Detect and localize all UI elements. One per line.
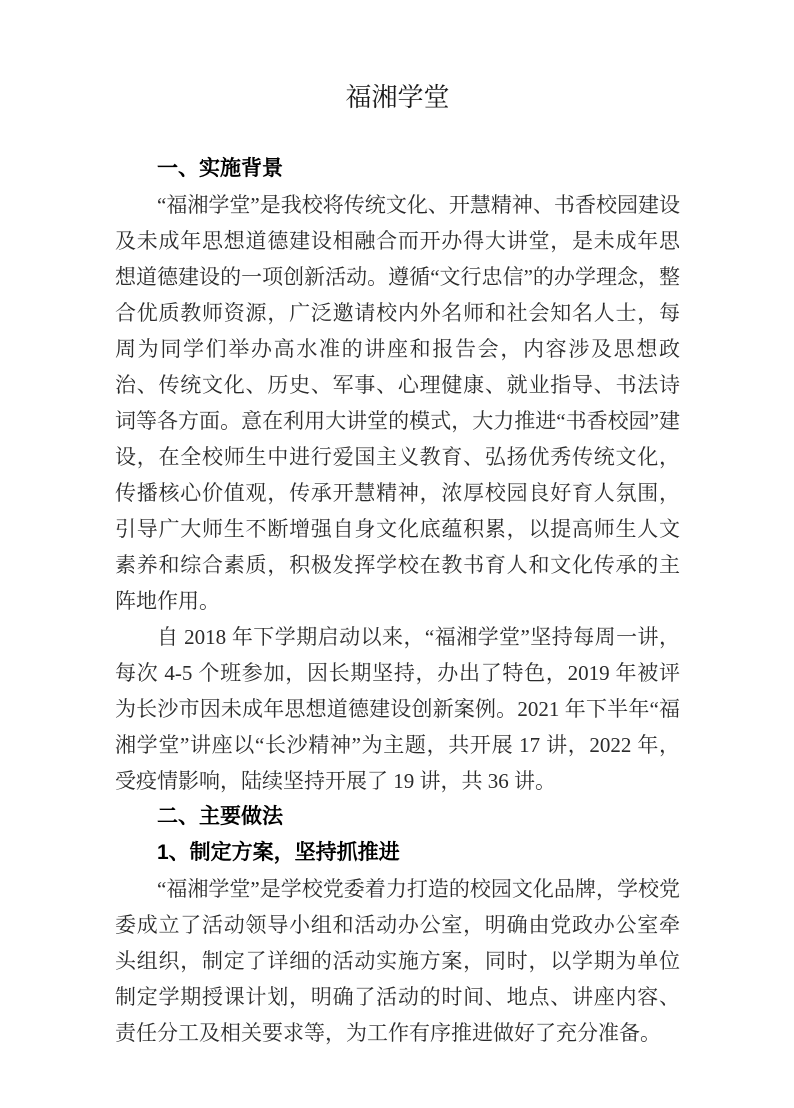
- document-title: 福湘学堂: [345, 83, 450, 112]
- section-heading-implementation-background: 一、实施背景: [157, 157, 283, 180]
- paragraph-history-statistics: 自 2018 年下学期启动以来，“福湘学堂”坚持每周一讲，每次 4-5 个班参加，因长期坚持，办出了特色，2019 年被评为长沙市因未成年思想道德建设创新案例。2021 年下半年“福湘学堂”讲座以“长沙精神”为主题，共开展 17 讲，2022 年，受疫情影响，陆续坚持开展了 19 讲，共 36 讲。: [115, 625, 680, 793]
- paragraph-plan-details: “福湘学堂”是学校党委着力打造的校园文化品牌，学校党委成立了活动领导小组和活动办公室，明确由党政办公室牵头组织，制定了详细的活动实施方案，同时，以学期为单位制定学期授课计划，明确了活动的时间、地点、讲座内容、责任分工及相关要求等，为工作有序推进做好了充分准备。: [115, 877, 680, 1045]
- section-heading-main-practices: 二、主要做法: [157, 805, 283, 828]
- paragraph-background-intro: “福湘学堂”是我校将传统文化、开慧精神、书香校园建设及未成年思想道德建设相融合而开办得大讲堂，是未成年思想道德建设的一项创新活动。遵循“文行忠信”的办学理念，整合优质教师资源，广泛邀请校内外名师和社会知名人士，每周为同学们举办高水准的讲座和报告会，内容涉及思想政治、传统文化、历史、军事、心理健康、就业指导、书法诗词等各方面。意在利用大讲堂的模式，大力推进“书香校园”建设，在全校师生中进行爱国主义教育、弘扬优秀传统文化，传播核心价值观，传承开慧精神，浓厚校园良好育人氛围，引导广大师生不断增强自身文化底蕴积累，以提高师生人文素养和综合素质，积极发挥学校在教书育人和文化传承的主阵地作用。: [115, 193, 680, 613]
- subsection-heading-plan-making: 1、制定方案，坚持抓推进: [157, 841, 400, 864]
